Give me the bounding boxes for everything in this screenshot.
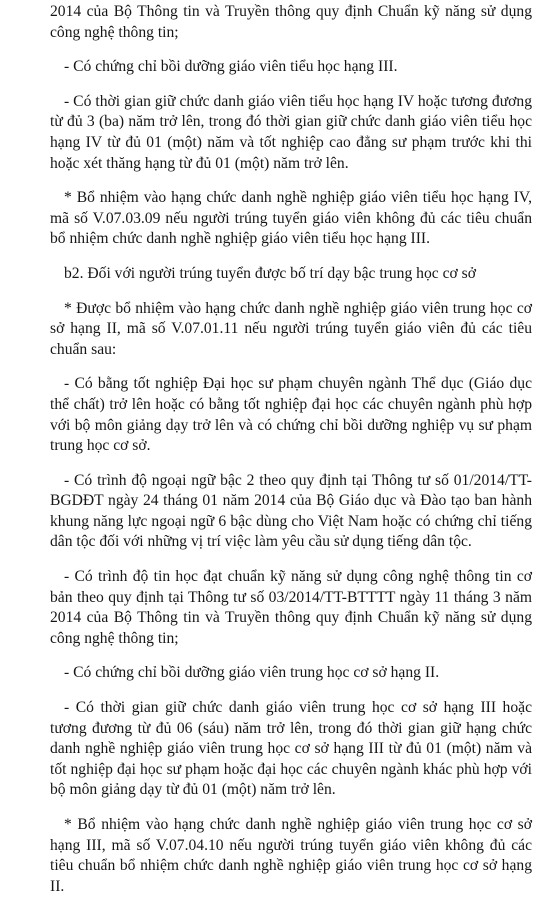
- paragraph-language-requirement: - Có trình độ ngoại ngữ bậc 2 theo quy định tại Thông tư số 01/2014/TT-BGDĐT ngày 24 tháng 01 năm 2014 của Bộ Giáo dục và Đào tạo ban hành khung năng lực ngoại ngữ 6 bậc dùng cho Việt Nam hoặc có chứng chỉ tiếng dân tộc đối với những vị trí việc làm yêu cầu sử dụng tiếng dân tộc.: [50, 471, 532, 551]
- paragraph-certificate-secondary: - Có chứng chỉ bồi dưỡng giáo viên trung học cơ sở hạng II.: [64, 664, 440, 682]
- paragraph-continuation: 2014 của Bộ Thông tin và Truyền thông quy định Chuẩn kỹ năng sử dụng công nghệ thông tin;: [50, 3, 532, 41]
- section-heading-b2: b2. Đối với người trúng tuyển được bố trí dạy bậc trung học cơ sở: [64, 264, 476, 282]
- paragraph-appointment-primary-iv: * Bổ nhiệm vào hạng chức danh nghề nghiệp giáo viên tiểu học hạng IV, mã số V.07.03.09 nếu người trúng tuyển giáo viên không đủ các tiêu chuẩn bổ nhiệm chức danh nghề nghiệp giáo viên tiểu học hạng III.: [50, 189, 532, 248]
- paragraph-appointment-secondary-iii: * Bổ nhiệm vào hạng chức danh nghề nghiệp giáo viên trung học cơ sở hạng III, mã số V.07.04.10 nếu người trúng tuyển giáo viên không đủ các tiêu chuẩn bổ nhiệm chức danh nghề nghiệp giáo viên trung học cơ sở hạng II.: [50, 816, 532, 895]
- paragraph-service-time-primary: - Có thời gian giữ chức danh giáo viên tiểu học hạng IV hoặc tương đương từ đủ 3 (ba) năm trở lên, trong đó thời gian giữ chức danh giáo viên tiểu học hạng IV từ đủ 01 (một) năm và tốt nghiệp cao đẳng sư phạm trước khi thi hoặc xét thăng hạng từ đủ 01 (một) năm trở lên.: [50, 92, 532, 172]
- paragraph-degree-requirement: - Có bằng tốt nghiệp Đại học sư phạm chuyên ngành Thể dục (Giáo dục thể chất) trở lên hoặc có bằng tốt nghiệp đại học các chuyên ngành phù hợp với bộ môn giảng dạy trở lên và có chứng chỉ bồi dưỡng nghiệp vụ sư phạm trung học cơ sở.: [50, 375, 532, 455]
- paragraph-service-time-secondary: - Có thời gian giữ chức danh giáo viên trung học cơ sở hạng III hoặc tương đương từ đủ 06 (sáu) năm trở lên, trong đó thời gian giữ hạng chức danh nghề nghiệp giáo viên trung học cơ sở hạng III từ đủ 01 (một) năm và tốt nghiệp đại học sư phạm hoặc đại học các chuyên ngành khác phù hợp với bộ môn giảng dạy từ đủ 01 (một) năm trở lên.: [50, 699, 532, 799]
- paragraph-appointment-secondary-ii: * Được bổ nhiệm vào hạng chức danh nghề nghiệp giáo viên trung học cơ sở hạng II, mã số V.07.01.11 nếu người trúng tuyển giáo viên đủ các tiêu chuẩn sau:: [50, 299, 532, 358]
- paragraph-certificate-primary: - Có chứng chỉ bồi dưỡng giáo viên tiểu học hạng III.: [64, 58, 398, 76]
- paragraph-it-requirement: - Có trình độ tin học đạt chuẩn kỹ năng sử dụng công nghệ thông tin cơ bản theo quy định tại Thông tư số 03/2014/TT-BTTTT ngày 11 tháng 3 năm 2014 của Bộ Thông tin và Truyền thông quy định Chuẩn kỹ năng sử dụng công nghệ thông tin;: [50, 568, 532, 647]
